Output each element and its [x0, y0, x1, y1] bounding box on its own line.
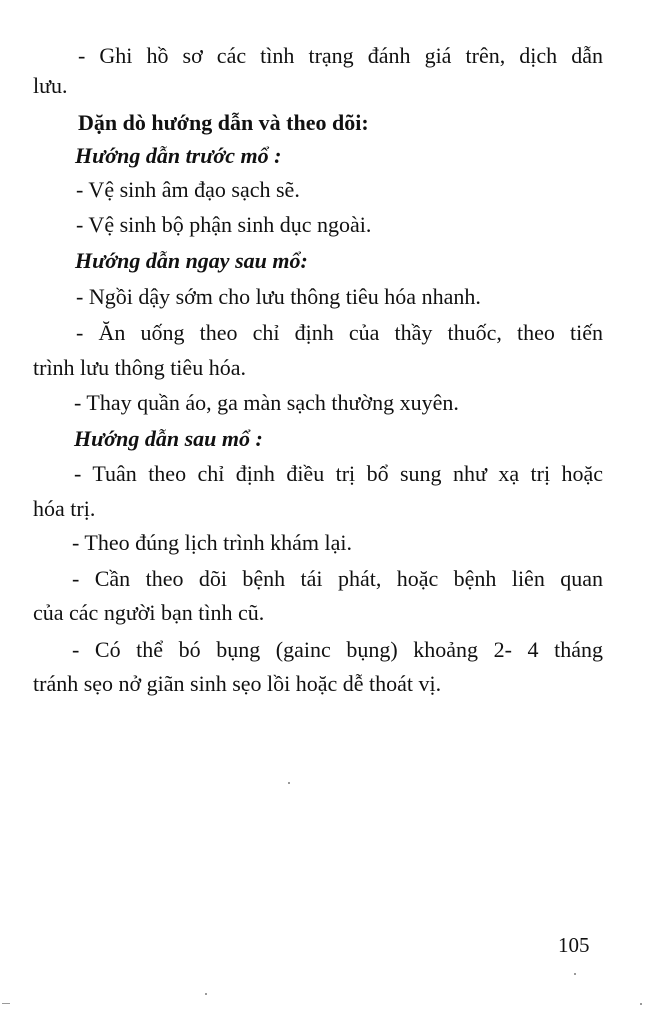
scan-speck: [288, 782, 290, 784]
list-item: - Vệ sinh âm đạo sạch sẽ.: [76, 177, 300, 202]
scan-speck: [574, 973, 576, 975]
list-item: - Ngồi dậy sớm cho lưu thông tiêu hóa nhanh.: [76, 284, 481, 309]
list-item: - Ăn uống theo chỉ định của thầy thuốc, theo tiến: [76, 320, 603, 345]
paragraph-line: hóa trị.: [33, 496, 96, 521]
list-item: - Thay quần áo, ga màn sạch thường xuyên.: [74, 390, 459, 415]
scan-speck: [2, 1003, 10, 1004]
page-number: 105: [558, 933, 590, 957]
subsection-heading: Hướng dẫn trước mổ :: [75, 143, 282, 168]
paragraph-line: trình lưu thông tiêu hóa.: [33, 355, 246, 380]
paragraph-line: lưu.: [33, 73, 68, 98]
scan-speck: [205, 993, 207, 995]
list-item: - Có thể bó bụng (gainc bụng) khoảng 2- 4 tháng: [72, 637, 603, 662]
list-item: - Cần theo dõi bệnh tái phát, hoặc bệnh liên quan: [72, 566, 603, 591]
subsection-heading: Hướng dẫn ngay sau mổ:: [75, 248, 308, 273]
paragraph-line: của các người bạn tình cũ.: [33, 600, 265, 625]
section-heading: Dặn dò hướng dẫn và theo dõi:: [78, 110, 369, 135]
list-item: - Tuân theo chỉ định điều trị bổ sung như xạ trị hoặc: [74, 461, 603, 486]
list-item: - Theo đúng lịch trình khám lại.: [72, 530, 353, 555]
scan-speck: [640, 1003, 642, 1005]
subsection-heading: Hướng dẫn sau mổ :: [74, 426, 263, 451]
paragraph-line: - Ghi hồ sơ các tình trạng đánh giá trên, dịch dẫn: [78, 43, 603, 68]
list-item: - Vệ sinh bộ phận sinh dục ngoài.: [76, 212, 372, 237]
paragraph-line: tránh sẹo nở giãn sinh sẹo lồi hoặc dễ thoát vị.: [33, 671, 442, 696]
